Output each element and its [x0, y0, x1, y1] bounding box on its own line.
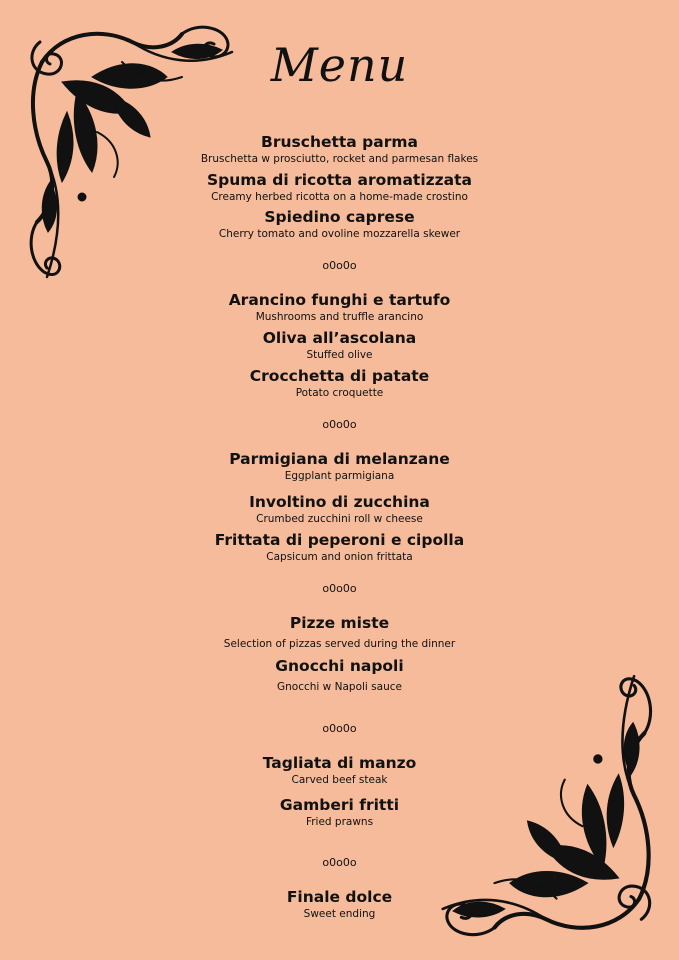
menu-item — [0, 657, 679, 694]
menu-item — [0, 888, 679, 921]
menu-item-name: Bruschetta parma — [261, 133, 418, 151]
menu-item-description: Creamy herbed ricotta on a home-made crostino — [211, 191, 468, 203]
section-separator: o0o0o — [322, 418, 357, 431]
menu-item — [0, 171, 679, 204]
menu-item — [0, 291, 679, 324]
menu-item-name: Crocchetta di patate — [249, 367, 430, 385]
section-separator: o0o0o — [322, 582, 357, 595]
menu-item-description: Eggplant parmigiana — [284, 470, 395, 482]
menu-item-description: Mushrooms and truffle arancino — [255, 311, 424, 323]
menu-item-name: Finale dolce — [286, 888, 393, 906]
menu-item-name: Spiedino caprese — [264, 208, 415, 226]
menu-item — [0, 614, 679, 651]
menu-item-description: Potato croquette — [295, 387, 384, 399]
menu-item-name: Gamberi fritti — [279, 796, 400, 814]
menu-item-description: Crumbed zucchini roll w cheese — [256, 513, 423, 525]
menu-item-description: Capsicum and onion frittata — [266, 551, 413, 563]
menu-item — [0, 367, 679, 400]
menu-item-description: Cherry tomato and ovoline mozzarella skewer — [218, 228, 461, 240]
menu-item-name: Spuma di ricotta aromatizzata — [206, 171, 473, 189]
menu-item — [0, 208, 679, 241]
menu-item-description: Selection of pizzas served during the dinner — [223, 638, 456, 650]
menu-item-name: Oliva all’ascolana — [262, 329, 417, 347]
menu-item — [0, 450, 679, 483]
menu-item-name: Involtino di zucchina — [249, 493, 430, 511]
section-separator: o0o0o — [322, 722, 357, 735]
menu-item-description: Sweet ending — [303, 908, 376, 920]
menu-item — [0, 531, 679, 564]
menu-item — [0, 133, 679, 166]
menu-item-description: Carved beef steak — [291, 774, 388, 786]
section-separator: o0o0o — [322, 856, 357, 869]
menu-item-description: Stuffed olive — [306, 349, 373, 361]
menu-title: Menu — [270, 38, 409, 92]
menu-item-name: Tagliata di manzo — [262, 754, 417, 772]
menu-item — [0, 796, 679, 829]
menu-item-description: Gnocchi w Napoli sauce — [277, 681, 402, 693]
menu-item-description: Fried prawns — [305, 816, 374, 828]
menu-item — [0, 493, 679, 526]
menu-item — [0, 754, 679, 787]
menu-item-name: Pizze miste — [289, 614, 390, 632]
menu-item — [0, 329, 679, 362]
menu-item-name: Frittata di peperoni e cipolla — [214, 531, 465, 549]
menu-item-description: Bruschetta w prosciutto, rocket and parmesan flakes — [200, 153, 479, 165]
menu-item-name: Parmigiana di melanzane — [229, 450, 450, 468]
menu-item-name: Gnocchi napoli — [275, 657, 404, 675]
menu-item-name: Arancino funghi e tartufo — [228, 291, 451, 309]
section-separator: o0o0o — [322, 259, 357, 272]
